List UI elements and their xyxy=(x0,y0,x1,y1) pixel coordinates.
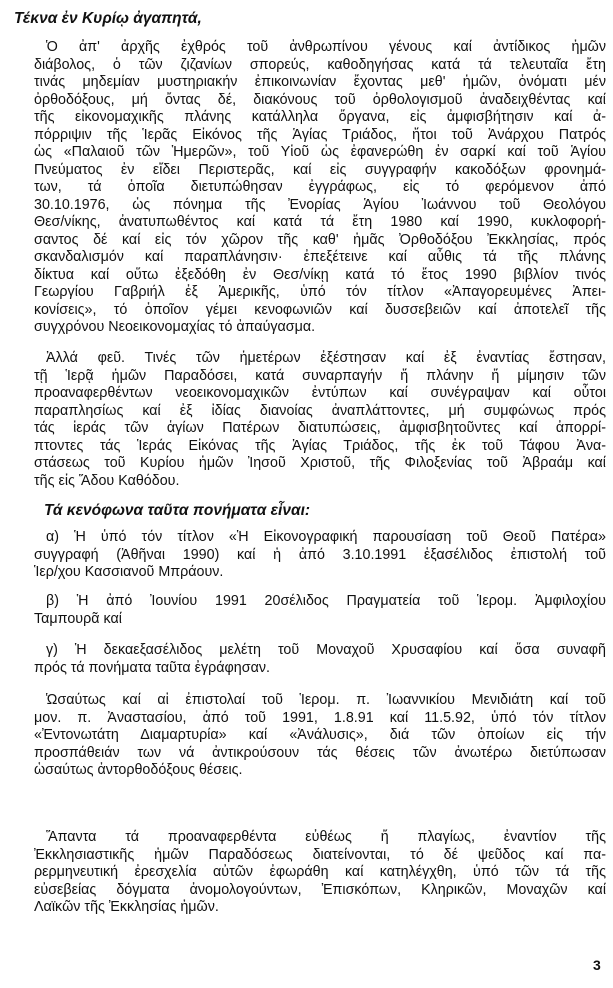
text-line: προσπάθειάν των νά ἀντικρούσουν τάς θέσεις τῶν ἀνωτέρω διετύπωσαν xyxy=(34,744,606,761)
text-line: τάς ἱεράς τῶν ἁγίων Πατέρων διατυπώσεις, ἀμφισβητοῦντες καί ἀπορρί- xyxy=(34,420,606,436)
text-line: Ἱερ/χου Κασσιανοῦ Μπράουν. xyxy=(34,564,224,580)
text-line: γ) Ἡ δεκαεξασέλιδος μελέτη τοῦ Μοναχοῦ Χρυσαφίου καί ὅσα συναφῆ xyxy=(46,642,606,658)
text-line: πτοντες τάς Ἱεράς Εἰκόνας τῆς Ἁγίας Τριάδος, τῆς ἐκ τοῦ Τάφου Ἀνα- xyxy=(34,437,606,454)
text-line: 30.10.1976, ὡς πόνημα τῆς Ἐνορίας Ἁγίου Ἰωάννου τοῦ Θεολόγου xyxy=(34,196,606,213)
text-line: σαντος δέ καί εἰς τόν χῶρον τῆς καθ' ἡμᾶς Ὀρθοδόξου Ἐκκλησίας, πρός xyxy=(34,231,606,248)
text-line: «Ἐντονωτάτη Διαμαρτυρία» καί «Ἀνάλυσις», διά τῶν ὁποίων εἰς τήν xyxy=(34,727,606,743)
text-line: προαναφερθέντων νεοεικονομαχικῶν ἐντύπων καί συνέγραψαν καί οὗτοι xyxy=(34,385,606,401)
text-line: τῆς εἰς Ἅδου Καθόδου. xyxy=(34,472,180,489)
text-line: β) Ἡ ἀπό Ἰουνίου 1991 20σέλιδος Πραγματεία τοῦ Ἱερομ. Ἀμφιλοχίου xyxy=(46,593,606,609)
text-line: πόρριψιν τῆς Ἱερᾶς Εἰκόνος τῆς Ἁγίας Τριάδος, ἤτοι τοῦ Ἀνάρχου Πατρός xyxy=(34,126,606,143)
section-heading: Τά κενόφωνα ταῦτα πονήματα εἶναι: xyxy=(44,502,311,519)
text-line: διάβολος, ὁ τῶν ζιζανίων σπορεύς, καθοδηγήσας κατά τά τελευταῖα ἔτη xyxy=(34,56,606,73)
text-line: Ὁ ἀπ' ἀρχῆς ἐχθρός τοῦ ἀνθρωπίνου γένους καί ἀντίδικος ἡμῶν xyxy=(46,39,606,55)
text-line: Ἅπαντα τά προαναφερθέντα εὐθέως ἤ πλαγίως, ἐναντίον τῆς xyxy=(46,829,606,845)
text-line: Πνεύματος ἐν εἴδει Περιστερᾶς, καί εἰς συγγραφήν κακοδόξων φρονημά- xyxy=(34,161,606,178)
text-line: τινάς μηδεμίαν μυστηριακήν ἐπικοινωνίαν ἔχοντας μεθ' ἡμῶν, ὀνόματι μέν xyxy=(34,74,606,90)
text-line: Ἀλλά φεῦ. Τινές τῶν ἡμετέρων ἐξέστησαν καί ἐξ ἐναντίας ἔστησαν, xyxy=(46,350,606,366)
text-line: τῇ Ἱερᾷ ἡμῶν Παραδόσει, κατά συναρπαγήν ἤ πλάνην ἤ μίμησιν τῶν xyxy=(34,367,606,384)
salutation-heading: Τέκνα ἐν Κυρίῳ ἀγαπητά, xyxy=(14,10,202,27)
text-line: συγχρόνου Νεοεικονομαχίας τό ἀπαύγασμα. xyxy=(34,319,316,335)
text-line: κονίσεις», τό ὁποῖον γέμει κενοφωνιῶν καί δυσσεβειῶν καί ἀποτελεῖ τῆς xyxy=(34,301,606,318)
paragraph-second xyxy=(34,350,606,490)
text-line: Ὡσαύτως καί αἱ ἐπιστολαί τοῦ Ἱερομ. π. Ἰωαννικίου Μενιδιάτη καί τοῦ xyxy=(46,692,606,708)
text-line: πρός τά πονήματα ταῦτα ἐγράφησαν. xyxy=(34,659,270,676)
text-line: ὡσαύτως ἀντορθοδόξους θέσεις. xyxy=(34,762,243,778)
page-number: 3 xyxy=(593,957,601,973)
text-line: Ἐκκλησιαστικῆς ἡμῶν Παραδόσεως διατείνονται, τό δέ ψεῦδος καί πα- xyxy=(34,846,606,863)
item-c xyxy=(34,642,606,677)
text-line: Ταμπουρᾶ καί xyxy=(34,610,122,627)
text-line: Θεσ/νίκης, ἀνατυπωθέντος καί κατά τά ἔτη 1980 καί 1990, κυκλοφορή- xyxy=(34,214,606,230)
text-line: ὀρθοδόξους, μή ὄντας δέ, διακόνους τοῦ ὀρθολογισμοῦ ἀναδειχθέντας καί xyxy=(34,91,606,108)
text-line: ὡς «Παλαιοῦ τῶν Ἡμερῶν», τοῦ Υἱοῦ ὡς ἐφανερώθη ἐν σαρκί καί τοῦ Ἁγίου xyxy=(34,144,606,160)
item-b xyxy=(34,593,606,628)
text-line: τῆς εἰκονομαχικῆς πλάνης κατάλληλα ὄργανα, εἰς ἀμφισβήτησιν καί ἀ- xyxy=(34,109,606,125)
paragraph-closing xyxy=(34,829,606,917)
text-line: στάσεως τοῦ Κυρίου ἡμῶν Ἰησοῦ Χριστοῦ, τῆς Φιλοξενίας τοῦ Ἀβραάμ καί xyxy=(34,455,606,471)
text-line: παραπλησίως καί ἐξ ἰδίας διανοίας ἀναπλάττοντες, μή συμφώνως πρός xyxy=(34,402,606,419)
text-line: δίκτυα καί οὕτω ἐξεδόθη ἐν Θεσ/νίκῃ κατά τό ἔτος 1990 βιβλίον τινός xyxy=(34,266,606,283)
text-line: εὐσεβείας δόγματα ἀνομολογούντων, Ἐπισκόπων, Κληρικῶν, Μοναχῶν καί xyxy=(34,881,606,898)
text-line: ρερμηνευτική ἐρεσχελία αὐτῶν ἐφωράθη καί κατηλέγχθη, ὑπό τῶν τά τῆς xyxy=(34,864,606,880)
text-line: μον. π. Ἀναστασίου, ἀπό τοῦ 1991, 1.8.91 καί 11.5.92, ὑπό τόν τίτλον xyxy=(34,709,606,726)
text-line: των, τά ὁποῖα διετυπώθησαν ἐγγράφως, εἰς τό φερόμενον ἀπό xyxy=(34,179,606,195)
paragraph-intro xyxy=(34,39,606,337)
text-line: συγγραφή (Ἀθῆναι 1990) καί ἡ ἀπό 3.10.1991 ἑξασέλιδος ἐπιστολή τοῦ xyxy=(34,546,606,563)
text-line: α) Ἡ ὑπό τόν τίτλον «Ἡ Εἰκονογραφική παρουσίαση τοῦ Θεοῦ Πατέρα» xyxy=(46,529,606,545)
paragraph-letters xyxy=(34,692,606,780)
text-line: σκανδαλισμόν καί παραπλάνησιν· ἐπεξέτεινε καί αὖθις τά τῆς πλάνης xyxy=(34,249,606,265)
text-line: Λαϊκῶν τῆς Ἐκκλησίας ἡμῶν. xyxy=(34,899,219,915)
item-a xyxy=(34,529,606,582)
text-line: Γεωργίου Γαβριήλ ἐξ Ἀμερικῆς, ὑπό τόν τίτλον «Ἀπαγορευμένες Ἀπει- xyxy=(34,284,606,300)
